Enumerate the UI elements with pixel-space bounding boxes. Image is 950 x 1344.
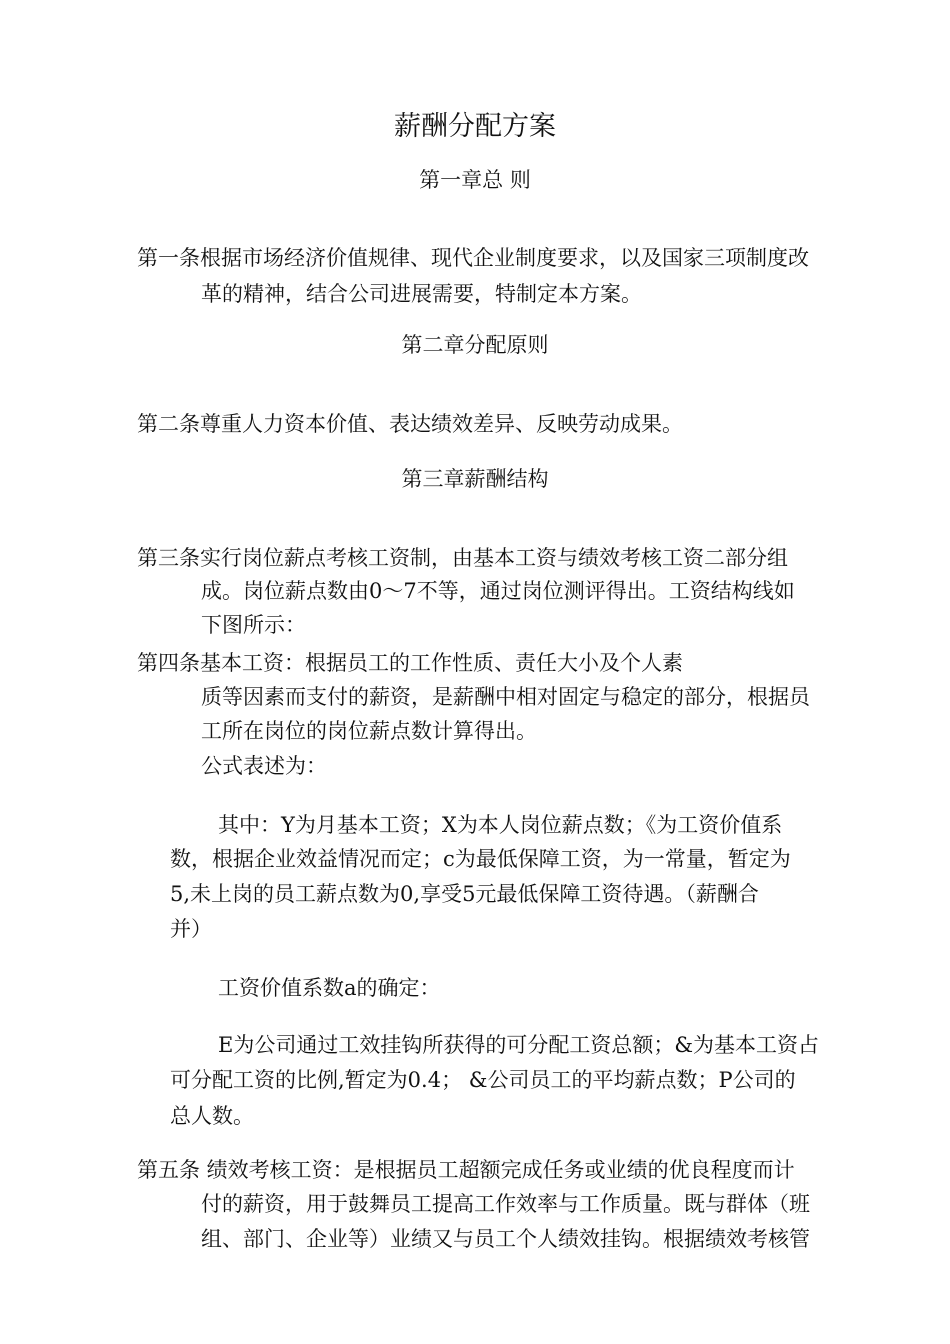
article-4-line-3: 工所在岗位的岗位薪点数计算得出。 [201, 719, 537, 743]
formula-explanation-line-1: 其中：Y为月基本工资；X为本人岗位薪点数；《为工资价值系 [218, 813, 783, 837]
chapter-3-heading: 第三章薪酬结构 [401, 467, 549, 491]
article-4-line-1: 第四条基本工资：根据员工的工作性质、责任大小及个人素 [137, 651, 683, 675]
formula-explanation-line-2: 数，根据企业效益情况而定；c为最低保障工资，为一常量，暂定为 [170, 847, 791, 871]
coefficient-line-1: E为公司通过工效挂钩所获得的可分配工资总额；&为基本工资占 [218, 1033, 820, 1057]
coefficient-line-3: 总人数。 [170, 1104, 254, 1128]
formula-explanation-line-3: 5,未上岗的员工薪点数为0,享受5元最低保障工资待遇。（薪酬合 [170, 882, 759, 906]
article-4-line-2: 质等因素而支付的薪资，是薪酬中相对固定与稳定的部分，根据员 [201, 685, 810, 709]
chapter-1-heading: 第一章总 则 [419, 168, 531, 192]
document-title: 薪酬分配方案 [394, 111, 556, 142]
article-5-line-1: 第五条 绩效考核工资：是根据员工超额完成任务或业绩的优良程度而计 [137, 1158, 795, 1182]
coefficient-heading: 工资价值系数a的确定： [218, 976, 441, 1000]
article-1-line-2: 革的精神，结合公司进展需要，特制定本方案。 [201, 282, 642, 306]
formula-intro: 公式表述为： [201, 754, 327, 778]
formula-explanation-line-4: 并） [170, 917, 212, 941]
article-1-line-1: 第一条根据市场经济价值规律、现代企业制度要求，以及国家三项制度改 [137, 246, 809, 270]
article-3-line-2: 成。岗位薪点数由0〜7不等，通过岗位测评得出。工资结构线如 [201, 579, 795, 603]
article-5-line-2: 付的薪资，用于鼓舞员工提高工作效率与工作质量。既与群体（班 [201, 1192, 810, 1216]
article-3-line-3: 下图所示： [201, 613, 306, 637]
article-3-line-1: 第三条实行岗位薪点考核工资制，由基本工资与绩效考核工资二部分组 [137, 546, 788, 570]
coefficient-line-2: 可分配工资的比例,暂定为0.4； &公司员工的平均薪点数；P公司的 [170, 1068, 796, 1092]
article-5-line-3: 组、部门、企业等）业绩又与员工个人绩效挂钩。根据绩效考核管 [201, 1227, 810, 1251]
article-2: 第二条尊重人力资本价值、表达绩效差异、反映劳动成果。 [137, 412, 683, 436]
chapter-2-heading: 第二章分配原则 [401, 333, 549, 357]
